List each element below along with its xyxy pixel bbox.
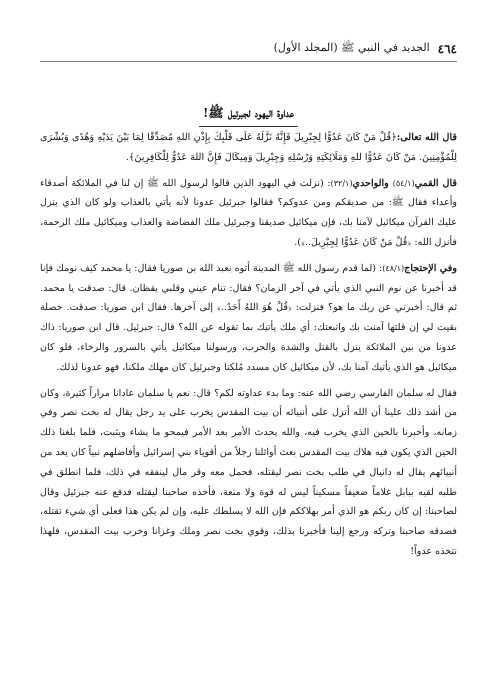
paragraph-lead: وفي الإحتجاج — [404, 262, 457, 274]
paragraph-text: فقال له سلمان الفارسي رضي الله عنه: وما بدء عداوته لكم؟ قال: نعم يا سلمان عادانا مراراً كثيرة، وكان من أشد ذلك علينا أن الله أنزل على أنبيائه أن بيت المقدس يخرب على يد رجل يقال له بخت نصر وفي زمانه، وأخبرنا بالحين الذي يخرب فيه، والله يحدث الأمر بعد الأمر فيمحو ما يشاء ويثبت، فلما بلغنا ذلك الحين الذي يكون فيه هلاك بيت المقدس بعث أوائلنا رجلاً من أقوياء بني إسرائيل وأفاضلهم نبياً كان يعد من أنبيائهم يقال له دانيال في طلب بخت نصر ليقتله، فحمل معه وقر مال لينفقه في ذلك، فلما انطلق في طلبه لقيه ببابل غلاماً ضعيفاً مسكيناً ليس له قوة ولا منعة، فأخذه صاحبنا ليقتله فدفع عنه جبرئيل وقال لصاحبنا: إن كان ربكم هو الذي أمر بهلاككم فإن الله لا يسلطك عليه، وإن لم يكن هذا فعلى أي شيء تقتله، فصدقه صاحبنا وتركه ورجع إلينا فأخبرنا بذلك، وقوي بخت نصر وملك وغزانا وخرب بيت المقدس، فلهذا نتخذه عدواً! — [40, 387, 457, 557]
page-header — [42, 40, 457, 58]
paragraph-lead-2: والواحدي — [352, 177, 393, 189]
paragraph-text: ﴿قُلْ مَنْ كَانَ عَدُوًّا لِجِبْرِيلَ فَإِنَّهُ نَزَّلَهُ عَلَى قَلْبِكَ بِإِذْنِ اللهِ مُصَدِّقًا لِمَا بَيْنَ يَدَيْهِ وَهُدًى وَبُشْرَى لِلْمُؤْمِنِينَ. مَنْ كَانَ عَدُوًّا للهِ وَمَلَائِكَتِهِ وَرُسُلِهِ وَجِبْرِيلَ وَمِيكَالَ فَإِنَّ اللهَ عَدُوٌّ لِلْكَافِرِينَ﴾. — [40, 132, 457, 163]
section-title-wrap — [0, 102, 497, 127]
body-text — [40, 128, 457, 568]
paragraph-text: : (نزلت في اليهود الذين قالوا لرسول الله ﷺ إن لنا في الملائكة أصدقاء وأعداء فقال ﷺ: من صديقكم ومن عدوكم؟ فقالوا جبرئيل عدونا لأنه يأتي بالعذاب ولو كان الذي ينزل عليك القرآن ميكائيل لآمنا بك، فإن ميكائيل صديقنا وجبرئيل ملك الفضاضة والعذاب وميكائيل ملك الرحمة، فأنزل الله: ﴿قُلْ مَنْ كَانَ عَدُوًّا لِجِبْرِيلَ..﴾). — [40, 177, 457, 248]
running-title: الجديد في النبي ﷺ (المجلد الأول) — [273, 41, 430, 54]
paragraph-text: : (لما قدم رسول الله ﷺ المدينة أتوه بعبد الله بن صوريا فقال: يا محمد كيف نومك فإنا قد أخبرنا عن نوم النبي الذي يأتي في آخر الزمان؟ فقال: تنام عيني وقلبي يقظان. قال: صدقت يا محمد. ثم قال: أخبرني عن ربك ما هو؟ فنزلت: ﴿قُلْ هُوَ اللهُ أَحَدٌ..﴾ إلى آخرها. فقال ابن صوريا: صدقت. خصلة بقيت لي إن قلتها آمنت بك واتبعتك: أي ملك يأتيك بما تقوله عن الله؟ قال: جبرئيل. قال ابن صوريا: ذاك عدونا من بين الملائكة ينزل بالقتل والشدة والحرب، ورسولنا ميكائيل يأتي بالسرور والرخاء، فلو كان ميكائيل هو الذي يأتيك آمنا بك، لأن ميكائيل كان مسدد مُلكنا وجبرئيل كان مهلك ملكنا، فهو عدونا لذلك. — [40, 262, 457, 373]
paragraph-ref-2: (٣٢/١) — [330, 178, 353, 188]
paragraph-lead: قال القمي — [414, 177, 457, 189]
paragraph-ref: (٤٨/١) — [382, 263, 405, 273]
paragraph-ihtijaj — [40, 259, 457, 378]
section-title: عداوة اليهود لجبرئيل ﷺ! — [199, 105, 298, 127]
paragraph-quran — [40, 128, 457, 168]
page-number: ٤٦٤ — [437, 42, 457, 56]
paragraph-qummi — [40, 174, 457, 253]
paragraph-ref: (٥٤/١) — [392, 178, 415, 188]
paragraph-lead: قال الله تعالى: — [396, 132, 457, 143]
paragraph-salman — [40, 384, 457, 562]
header-rule — [40, 61, 457, 62]
